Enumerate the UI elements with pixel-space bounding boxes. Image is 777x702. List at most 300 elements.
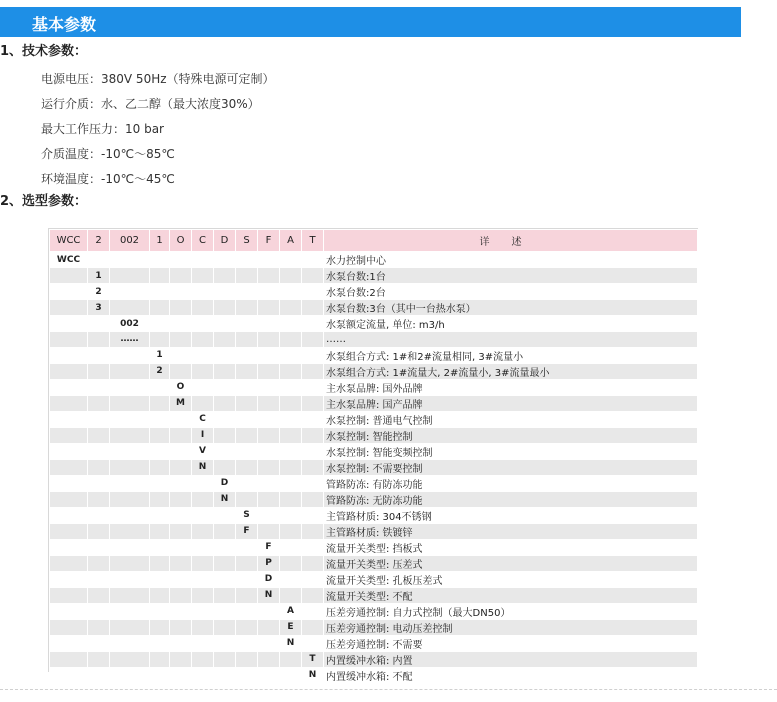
- code-cell: [302, 571, 324, 587]
- code-cell: [236, 651, 258, 667]
- code-cell: [236, 252, 258, 268]
- table-row: [50, 427, 698, 443]
- table-row: [50, 316, 698, 332]
- code-cell: [258, 507, 280, 523]
- code-cell: [258, 284, 280, 300]
- code-cell: [170, 539, 192, 555]
- code-cell: [214, 379, 236, 395]
- header-code-3: 1: [150, 230, 170, 252]
- section2-title: 2、选型参数：: [0, 194, 88, 209]
- table-row: [50, 395, 698, 411]
- code-cell: [88, 347, 110, 363]
- detail-cell: 主水泵品牌: 国外品牌: [324, 379, 698, 395]
- code-cell: [258, 347, 280, 363]
- code-cell: [88, 667, 110, 683]
- code-cell: 1: [150, 347, 170, 363]
- code-cell: [110, 507, 150, 523]
- code-cell: [302, 347, 324, 363]
- code-cell: F: [258, 539, 280, 555]
- code-cell: [110, 571, 150, 587]
- code-cell: [50, 268, 88, 284]
- code-cell: [110, 395, 150, 411]
- code-cell: [192, 475, 214, 491]
- code-cell: [280, 523, 302, 539]
- code-cell: D: [258, 571, 280, 587]
- detail-cell: 水泵控制: 普通电气控制: [324, 411, 698, 427]
- code-cell: [258, 363, 280, 379]
- code-cell: [302, 587, 324, 603]
- code-cell: [110, 443, 150, 459]
- code-cell: [280, 411, 302, 427]
- code-cell: [280, 332, 302, 348]
- code-cell: [110, 635, 150, 651]
- code-cell: [192, 252, 214, 268]
- code-cell: [280, 507, 302, 523]
- detail-cell: 内置缓冲水箱: 内置: [324, 651, 698, 667]
- detail-cell: 管路防冻: 无防冻功能: [324, 491, 698, 507]
- detail-cell: 水泵组合方式: 1#流量大, 2#流量小, 3#流量最小: [324, 363, 698, 379]
- code-cell: [150, 571, 170, 587]
- header-code-6: D: [214, 230, 236, 252]
- code-cell: [110, 539, 150, 555]
- code-cell: [280, 300, 302, 316]
- code-cell: [88, 523, 110, 539]
- code-cell: [50, 427, 88, 443]
- code-cell: [192, 300, 214, 316]
- code-cell: [88, 395, 110, 411]
- code-cell: [214, 635, 236, 651]
- code-cell: [88, 379, 110, 395]
- code-cell: [192, 284, 214, 300]
- table-row: [50, 667, 698, 683]
- detail-cell: 主水泵品牌: 国产品牌: [324, 395, 698, 411]
- table-row: [50, 571, 698, 587]
- code-cell: [214, 427, 236, 443]
- code-cell: [170, 619, 192, 635]
- code-cell: [170, 475, 192, 491]
- code-cell: [50, 395, 88, 411]
- detail-cell: 管路防冻: 有防冻功能: [324, 475, 698, 491]
- code-cell: [150, 379, 170, 395]
- code-cell: [170, 507, 192, 523]
- code-cell: [110, 619, 150, 635]
- code-cell: [280, 459, 302, 475]
- code-cell: [110, 347, 150, 363]
- selection-table: [48, 228, 698, 683]
- code-cell: [302, 523, 324, 539]
- header-code-0: WCC: [50, 230, 88, 252]
- banner-title: 基本参数: [32, 15, 97, 34]
- code-cell: [192, 395, 214, 411]
- code-cell: [150, 475, 170, 491]
- code-cell: [50, 635, 88, 651]
- code-cell: [280, 539, 302, 555]
- code-cell: [236, 491, 258, 507]
- detail-cell: 水泵台数:1台: [324, 268, 698, 284]
- code-cell: [280, 491, 302, 507]
- code-cell: [280, 347, 302, 363]
- dashed-divider: [0, 689, 777, 690]
- code-cell: S: [236, 507, 258, 523]
- code-cell: 1: [88, 268, 110, 284]
- code-cell: [110, 459, 150, 475]
- code-cell: [280, 284, 302, 300]
- code-cell: [170, 555, 192, 571]
- code-cell: [50, 587, 88, 603]
- code-cell: [192, 507, 214, 523]
- code-cell: WCC: [50, 252, 88, 268]
- code-cell: [88, 332, 110, 348]
- table-header-row: [50, 230, 698, 252]
- code-cell: 2: [150, 363, 170, 379]
- header-code-4: O: [170, 230, 192, 252]
- code-cell: [50, 316, 88, 332]
- code-cell: [236, 300, 258, 316]
- code-cell: [280, 427, 302, 443]
- code-cell: [280, 555, 302, 571]
- code-cell: [150, 268, 170, 284]
- detail-cell: 压差旁通控制: 不需要: [324, 635, 698, 651]
- code-cell: [192, 587, 214, 603]
- table-row: [50, 411, 698, 427]
- code-cell: [236, 363, 258, 379]
- table-row: [50, 284, 698, 300]
- code-cell: [192, 379, 214, 395]
- code-cell: [280, 379, 302, 395]
- table-row: [50, 300, 698, 316]
- detail-cell: 水泵额定流量, 单位: m3/h: [324, 316, 698, 332]
- code-cell: [192, 316, 214, 332]
- code-cell: [170, 523, 192, 539]
- code-cell: [192, 268, 214, 284]
- table-row: [50, 603, 698, 619]
- code-cell: [192, 363, 214, 379]
- code-cell: [88, 603, 110, 619]
- code-cell: [280, 363, 302, 379]
- code-cell: [150, 539, 170, 555]
- code-cell: [150, 619, 170, 635]
- code-cell: 2: [88, 284, 110, 300]
- code-cell: [110, 284, 150, 300]
- code-cell: [258, 316, 280, 332]
- code-cell: [170, 603, 192, 619]
- code-cell: [214, 555, 236, 571]
- code-cell: [88, 443, 110, 459]
- code-cell: [110, 379, 150, 395]
- code-cell: [50, 459, 88, 475]
- code-cell: [302, 268, 324, 284]
- code-cell: [280, 651, 302, 667]
- code-cell: [214, 268, 236, 284]
- code-cell: [258, 475, 280, 491]
- detail-cell: 压差旁通控制: 电动压差控制: [324, 619, 698, 635]
- code-cell: [88, 587, 110, 603]
- detail-cell: 水泵台数:2台: [324, 284, 698, 300]
- code-cell: [302, 252, 324, 268]
- param-ambient-temp: 环境温度：-10℃～45℃: [41, 172, 175, 186]
- detail-cell: 流量开关类型: 挡板式: [324, 539, 698, 555]
- table-row: [50, 523, 698, 539]
- code-cell: P: [258, 555, 280, 571]
- table-row: [50, 507, 698, 523]
- code-cell: [236, 411, 258, 427]
- code-cell: [170, 667, 192, 683]
- table-row: [50, 619, 698, 635]
- code-cell: [50, 667, 88, 683]
- code-cell: [110, 411, 150, 427]
- code-cell: [170, 651, 192, 667]
- code-cell: [50, 332, 88, 348]
- code-cell: [88, 316, 110, 332]
- code-cell: [302, 443, 324, 459]
- code-cell: 3: [88, 300, 110, 316]
- param-medium-temp: 介质温度：-10℃～85℃: [41, 147, 175, 161]
- code-cell: [258, 603, 280, 619]
- code-cell: [170, 316, 192, 332]
- code-cell: [258, 300, 280, 316]
- code-cell: [110, 523, 150, 539]
- code-cell: [170, 587, 192, 603]
- code-cell: [214, 363, 236, 379]
- code-cell: [50, 619, 88, 635]
- code-cell: [214, 587, 236, 603]
- code-cell: E: [280, 619, 302, 635]
- code-cell: [150, 459, 170, 475]
- code-cell: [150, 635, 170, 651]
- code-cell: [110, 427, 150, 443]
- detail-cell: 流量开关类型: 不配: [324, 587, 698, 603]
- code-cell: [258, 443, 280, 459]
- code-cell: [192, 332, 214, 348]
- code-cell: [192, 603, 214, 619]
- code-cell: [258, 491, 280, 507]
- code-cell: [214, 619, 236, 635]
- code-cell: [88, 539, 110, 555]
- code-cell: [258, 667, 280, 683]
- code-cell: [236, 667, 258, 683]
- table-row: [50, 379, 698, 395]
- code-cell: [170, 459, 192, 475]
- code-cell: [302, 316, 324, 332]
- code-cell: [50, 555, 88, 571]
- code-cell: ……: [110, 332, 150, 348]
- code-cell: [50, 363, 88, 379]
- table-row: [50, 651, 698, 667]
- code-cell: [214, 667, 236, 683]
- code-cell: [192, 491, 214, 507]
- code-cell: [214, 284, 236, 300]
- code-cell: [236, 443, 258, 459]
- detail-cell: 水泵组合方式: 1#和2#流量相同, 3#流量小: [324, 347, 698, 363]
- code-cell: [170, 571, 192, 587]
- code-cell: [170, 284, 192, 300]
- code-cell: [302, 459, 324, 475]
- code-cell: [192, 571, 214, 587]
- code-cell: [150, 300, 170, 316]
- code-cell: [150, 507, 170, 523]
- table-row: [50, 587, 698, 603]
- code-cell: D: [214, 475, 236, 491]
- code-cell: T: [302, 651, 324, 667]
- code-cell: [302, 635, 324, 651]
- code-cell: [170, 300, 192, 316]
- code-cell: [280, 667, 302, 683]
- code-cell: [88, 491, 110, 507]
- code-cell: [110, 268, 150, 284]
- code-cell: [150, 443, 170, 459]
- code-cell: [170, 491, 192, 507]
- detail-cell: 流量开关类型: 压差式: [324, 555, 698, 571]
- code-cell: [258, 379, 280, 395]
- code-cell: [50, 507, 88, 523]
- code-cell: [302, 284, 324, 300]
- code-cell: [150, 667, 170, 683]
- code-cell: [214, 332, 236, 348]
- code-cell: [302, 332, 324, 348]
- code-cell: [236, 268, 258, 284]
- code-cell: [170, 252, 192, 268]
- code-cell: [302, 555, 324, 571]
- code-cell: [302, 395, 324, 411]
- detail-cell: 主管路材质: 铁镀锌: [324, 523, 698, 539]
- table-row: [50, 443, 698, 459]
- code-cell: [236, 619, 258, 635]
- code-cell: [150, 491, 170, 507]
- detail-cell: 主管路材质: 304不锈钢: [324, 507, 698, 523]
- detail-cell: 水泵控制: 不需要控制: [324, 459, 698, 475]
- code-cell: [192, 619, 214, 635]
- code-cell: [88, 363, 110, 379]
- code-cell: [88, 619, 110, 635]
- code-cell: [236, 395, 258, 411]
- code-cell: [302, 411, 324, 427]
- code-cell: [214, 539, 236, 555]
- code-cell: [50, 603, 88, 619]
- code-cell: [280, 252, 302, 268]
- code-cell: [150, 316, 170, 332]
- code-cell: [280, 316, 302, 332]
- code-cell: N: [280, 635, 302, 651]
- table-row: [50, 635, 698, 651]
- code-cell: [258, 459, 280, 475]
- code-cell: [214, 459, 236, 475]
- header-code-5: C: [192, 230, 214, 252]
- param-power: 电源电压：380V 50Hz（特殊电源可定制）: [41, 72, 275, 86]
- code-cell: [280, 475, 302, 491]
- code-cell: [280, 395, 302, 411]
- code-cell: [214, 300, 236, 316]
- code-cell: [88, 475, 110, 491]
- code-cell: [170, 363, 192, 379]
- code-cell: V: [192, 443, 214, 459]
- code-cell: N: [302, 667, 324, 683]
- code-cell: [50, 443, 88, 459]
- table-row: [50, 347, 698, 363]
- code-cell: [236, 459, 258, 475]
- header-code-7: S: [236, 230, 258, 252]
- code-cell: [258, 395, 280, 411]
- code-cell: [214, 347, 236, 363]
- code-cell: [236, 379, 258, 395]
- code-cell: A: [280, 603, 302, 619]
- code-cell: [280, 587, 302, 603]
- code-cell: [50, 651, 88, 667]
- code-cell: [214, 411, 236, 427]
- code-cell: [110, 475, 150, 491]
- code-cell: [192, 523, 214, 539]
- code-cell: [110, 651, 150, 667]
- code-cell: [110, 300, 150, 316]
- table-row: [50, 363, 698, 379]
- code-cell: N: [192, 459, 214, 475]
- header-code-1: 2: [88, 230, 110, 252]
- code-cell: M: [170, 395, 192, 411]
- code-cell: [150, 284, 170, 300]
- code-cell: [302, 379, 324, 395]
- code-cell: [110, 603, 150, 619]
- code-cell: [236, 347, 258, 363]
- code-cell: [88, 411, 110, 427]
- code-cell: [50, 475, 88, 491]
- table-row: [50, 252, 698, 268]
- code-cell: [214, 395, 236, 411]
- code-cell: [170, 332, 192, 348]
- code-cell: [88, 507, 110, 523]
- code-cell: [192, 667, 214, 683]
- code-cell: O: [170, 379, 192, 395]
- detail-cell: 压差旁通控制: 自力式控制（最大DN50）: [324, 603, 698, 619]
- header-detail: 详述: [324, 230, 698, 252]
- code-cell: [110, 491, 150, 507]
- code-cell: [150, 332, 170, 348]
- code-cell: [110, 667, 150, 683]
- code-cell: [302, 539, 324, 555]
- code-cell: [280, 571, 302, 587]
- code-cell: [302, 363, 324, 379]
- table-row: [50, 539, 698, 555]
- detail-cell: 内置缓冲水箱: 不配: [324, 667, 698, 683]
- code-cell: [192, 651, 214, 667]
- table-row: [50, 475, 698, 491]
- code-cell: [110, 363, 150, 379]
- code-cell: [236, 475, 258, 491]
- section-banner: [0, 7, 741, 37]
- code-cell: [170, 347, 192, 363]
- code-cell: [88, 427, 110, 443]
- code-cell: [170, 268, 192, 284]
- detail-cell: 水泵控制: 智能控制: [324, 427, 698, 443]
- code-cell: [258, 427, 280, 443]
- table-row: [50, 491, 698, 507]
- detail-cell: 流量开关类型: 孔板压差式: [324, 571, 698, 587]
- code-cell: [88, 651, 110, 667]
- code-cell: [50, 539, 88, 555]
- detail-cell: 水泵控制: 智能变频控制: [324, 443, 698, 459]
- code-cell: [236, 332, 258, 348]
- code-cell: [110, 587, 150, 603]
- code-cell: C: [192, 411, 214, 427]
- code-cell: [150, 523, 170, 539]
- code-cell: [192, 635, 214, 651]
- code-cell: [192, 555, 214, 571]
- code-cell: [302, 300, 324, 316]
- param-pressure: 最大工作压力：10 bar: [41, 122, 164, 136]
- code-cell: [302, 507, 324, 523]
- code-cell: [192, 539, 214, 555]
- header-code-2: 002: [110, 230, 150, 252]
- code-cell: [214, 443, 236, 459]
- code-cell: [236, 284, 258, 300]
